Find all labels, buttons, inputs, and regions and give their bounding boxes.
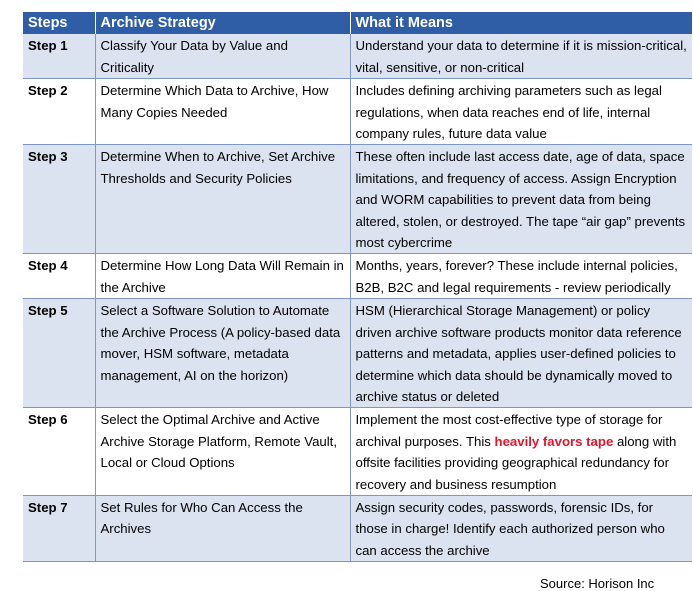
source-caption: Source: Horison Inc <box>540 576 655 591</box>
header-row <box>23 12 692 34</box>
table-body <box>23 34 692 561</box>
strategy-cell: Classify Your Data by Value and Criticality <box>95 34 350 78</box>
step-label: Step 1 <box>23 34 95 78</box>
table-row <box>23 79 692 145</box>
table-header <box>23 12 692 34</box>
strategy-cell: Select a Software Solution to Automate the Archive Process (A policy-based data mover, HSM software, metadata management, AI on the horizon) <box>95 299 350 408</box>
table-row <box>23 495 692 561</box>
meaning-text: Assign security codes, passwords, forensic IDs, for those in charge! Identify each authorized person who can access the archive <box>355 499 665 558</box>
table-row <box>23 254 692 299</box>
meaning-cell <box>350 495 692 561</box>
meaning-text: Implement the most cost-effective type of storage for archival purposes. This <box>355 412 663 449</box>
archive-strategy-table <box>23 12 692 562</box>
header-archive-strategy: Archive Strategy <box>95 12 350 34</box>
header-what-it-means: What it Means <box>350 12 692 34</box>
meaning-text: Months, years, forever? These include internal policies, B2B, B2C and legal requirements - review periodically <box>355 258 678 295</box>
meaning-cell <box>350 254 692 299</box>
table-row <box>23 145 692 254</box>
header-steps: Steps <box>23 12 95 34</box>
meaning-cell <box>350 299 692 408</box>
meaning-cell <box>350 145 692 254</box>
meaning-text-continued: along with offsite facilities providing geographical redundancy for recovery and business resumption <box>355 433 677 492</box>
meaning-cell <box>350 34 692 78</box>
strategy-cell: Determine When to Archive, Set Archive Thresholds and Security Policies <box>95 145 350 254</box>
step-label: Step 7 <box>23 495 95 561</box>
strategy-cell: Determine How Long Data Will Remain in the Archive <box>95 254 350 299</box>
meaning-text: These often include last access date, age of data, space limitations, and frequency of access. Assign Encryption and WORM capabilities to prevent data from being altered, stolen, or destroyed. The tape “air gap” prevents most cybercrime <box>355 149 686 251</box>
meaning-cell <box>350 408 692 496</box>
strategy-cell: Set Rules for Who Can Access the Archives <box>95 495 350 561</box>
step-label: Step 3 <box>23 145 95 254</box>
meaning-text: HSM (Hierarchical Storage Management) or policy driven archive software products monitor data reference patterns and metadata, applies user-defined policies to determine which data should be dynamically moved to archive status or deleted <box>355 303 682 404</box>
step-label: Step 4 <box>23 254 95 299</box>
step-label: Step 5 <box>23 299 95 408</box>
step-label: Step 6 <box>23 408 95 496</box>
step-label: Step 2 <box>23 79 95 145</box>
meaning-text: Understand your data to determine if it is mission-critical, vital, sensitive, or non-critical <box>355 38 687 75</box>
meaning-cell <box>350 79 692 145</box>
meaning-text: Includes defining archiving parameters such as legal regulations, when data reaches end of life, internal company rules, future data value <box>355 83 662 142</box>
table-row <box>23 408 692 496</box>
highlight-text: heavily favors tape <box>494 433 614 449</box>
table-row <box>23 299 692 408</box>
strategy-cell: Determine Which Data to Archive, How Many Copies Needed <box>95 79 350 145</box>
strategy-cell: Select the Optimal Archive and Active Archive Storage Platform, Remote Vault, Local or Cloud Options <box>95 408 350 496</box>
table-row <box>23 34 692 78</box>
